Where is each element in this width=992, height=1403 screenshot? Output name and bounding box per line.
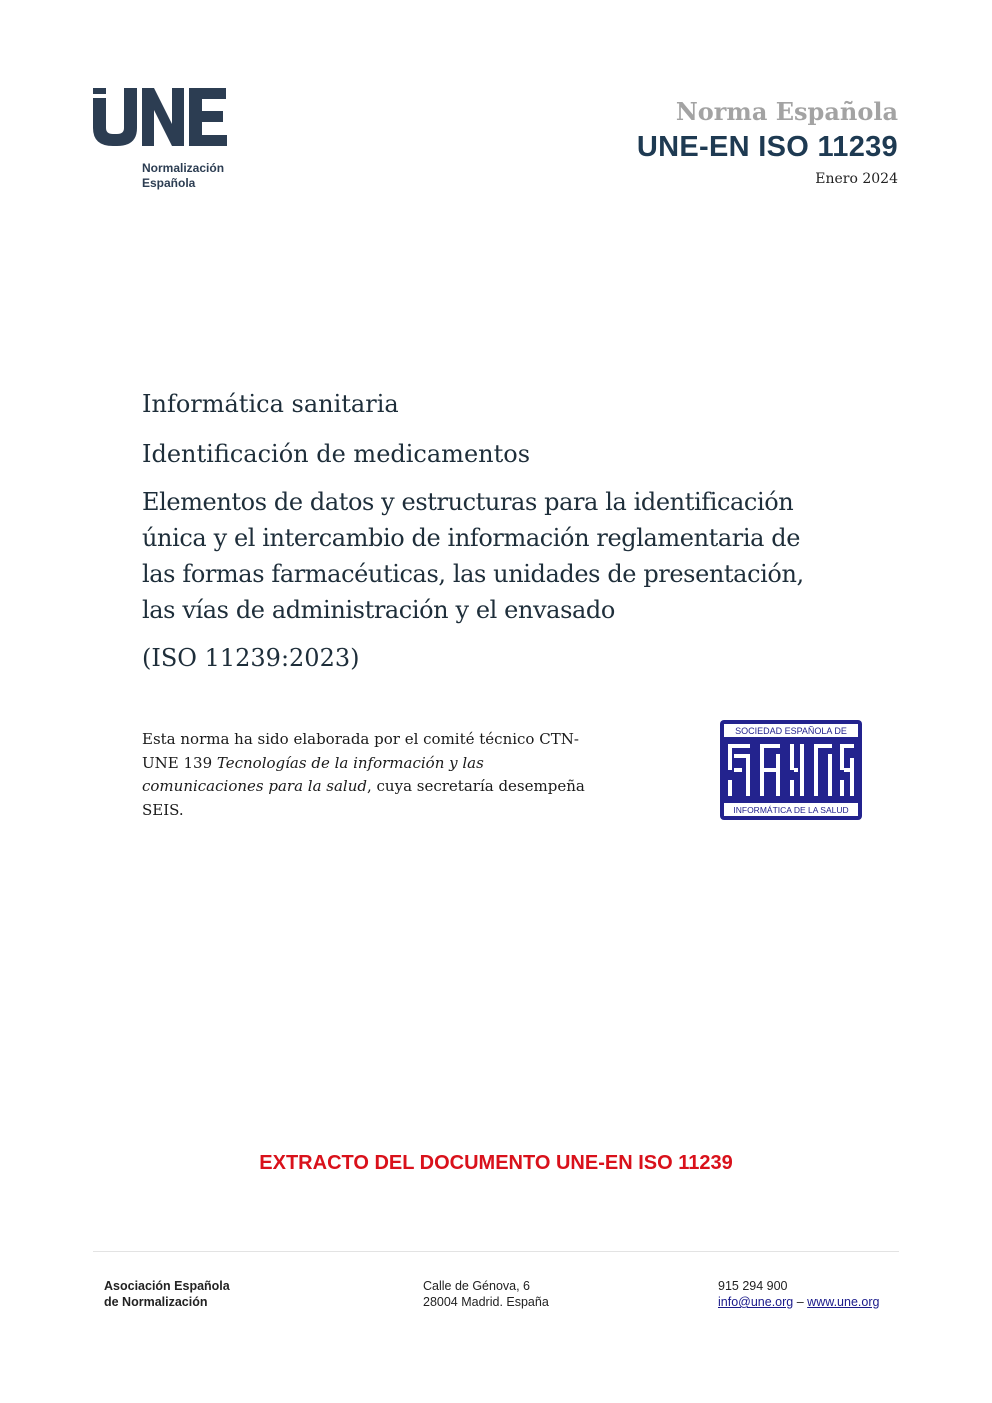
committee-name: Tecnologías de la información y las comunicaciones para la salud bbox=[142, 753, 484, 795]
une-logo-mark bbox=[93, 88, 228, 146]
standard-code: UNE-EN ISO 11239 bbox=[636, 131, 898, 163]
footer-links bbox=[718, 1294, 879, 1310]
footer-phone: 915 294 900 bbox=[718, 1279, 788, 1293]
footer-org-line2: de Normalización bbox=[104, 1295, 208, 1309]
une-subtitle-line2: Española bbox=[142, 176, 196, 190]
email-link[interactable]: info@une.org bbox=[718, 1295, 794, 1309]
title-main-line-a: Elementos de datos y estructuras para la identificación bbox=[142, 488, 794, 516]
footer-divider bbox=[93, 1251, 899, 1252]
title-main-line-c: las formas farmacéuticas, las unidades de presentación, bbox=[142, 560, 804, 588]
footer-address-line1: Calle de Génova, 6 bbox=[423, 1279, 531, 1293]
footer-address bbox=[423, 1278, 549, 1310]
website-link[interactable]: www.une.org bbox=[807, 1295, 880, 1309]
title-line-2: Identificación de medicamentos bbox=[142, 440, 531, 468]
document-titles bbox=[142, 386, 862, 676]
footer-org-line1: Asociación Española bbox=[104, 1279, 230, 1293]
footer-organization bbox=[104, 1278, 230, 1310]
une-logo bbox=[93, 88, 243, 198]
une-logo-subtitle bbox=[142, 161, 224, 191]
footer-contact bbox=[718, 1278, 879, 1310]
title-main bbox=[142, 484, 862, 628]
committee-text-after: , cuya secretaría desempeña SEIS. bbox=[142, 777, 585, 819]
norma-label: Norma Española bbox=[675, 97, 898, 126]
seis-bottom-text: INFORMÁTICA DE LA SALUD bbox=[733, 805, 849, 815]
committee-statement bbox=[142, 728, 592, 822]
seis-top-text: SOCIEDAD ESPAÑOLA DE bbox=[735, 726, 847, 736]
committee-text-before: Esta norma ha sido elaborada por el comité técnico CTN-UNE 139 bbox=[142, 730, 579, 772]
title-main-line-b: única y el intercambio de información reglamentaria de bbox=[142, 524, 801, 552]
title-main-line-d: las vías de administración y el envasado bbox=[142, 596, 615, 624]
une-subtitle-line1: Normalización bbox=[142, 161, 225, 175]
extract-notice: EXTRACTO DEL DOCUMENTO UNE-EN ISO 11239 bbox=[259, 1152, 733, 1174]
footer-address-line2: 28004 Madrid. España bbox=[423, 1295, 549, 1309]
standard-header bbox=[637, 97, 898, 187]
footer-link-separator: – bbox=[796, 1295, 804, 1309]
title-line-1: Informática sanitaria bbox=[142, 390, 399, 418]
seis-logo bbox=[720, 720, 862, 820]
publication-date: Enero 2024 bbox=[815, 171, 898, 187]
iso-reference: (ISO 11239:2023) bbox=[142, 644, 360, 672]
